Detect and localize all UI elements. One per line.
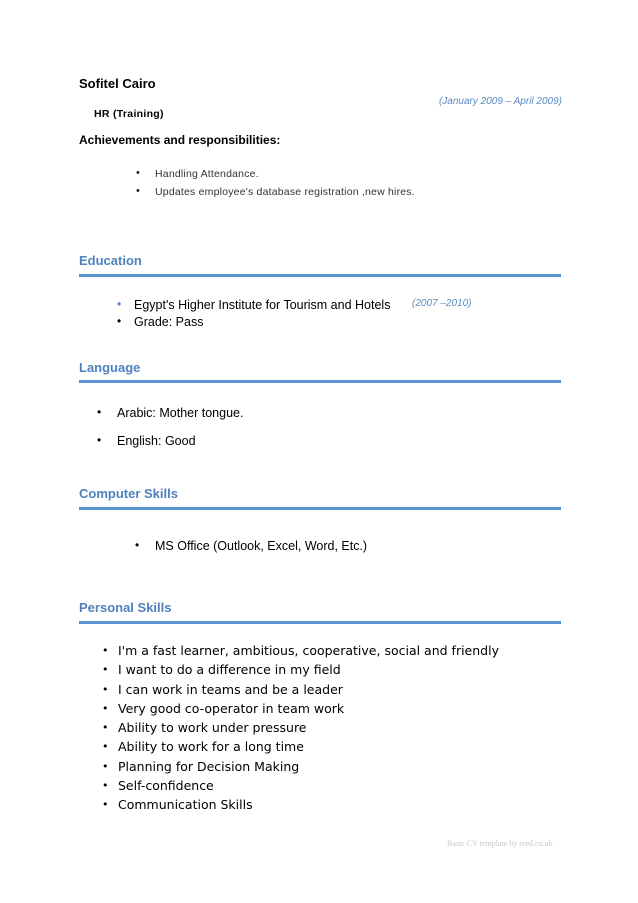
personal-skill-text: I'm a fast learner, ambitious, cooperative, social and friendly [118,643,499,658]
bullet-icon: • [97,433,102,447]
footer-credit: Basic CV template by reed.co.uk [447,839,553,848]
education-grade: Grade: Pass [134,315,204,329]
company-name: Sofitel Cairo [79,76,156,91]
list-item [102,641,499,660]
bullet-icon: • [102,682,109,696]
personal-skill-text: Very good co-operator in team work [118,700,345,716]
achievement-item: Handling Attendance. [155,168,259,180]
job-dates: (January 2009 – April 2009) [438,96,562,107]
bullet-icon: • [102,759,109,773]
bullet-icon: • [117,297,122,311]
bullet-icon: • [117,314,122,328]
section-title-personal-skills: Personal Skills [79,600,172,615]
bullet-icon: • [102,663,109,677]
list-item [102,680,499,699]
personal-skill-text: Planning for Decision Making [118,758,300,774]
language-item: Arabic: Mother tongue. [117,406,244,420]
list-item [102,737,499,756]
section-divider [79,274,561,277]
list-item [102,718,499,737]
bullet-icon: • [102,721,109,735]
personal-skill-text: Ability to work under pressure [118,720,307,736]
job-role: HR (Training) [94,108,164,120]
education-years: (2007 –2010) [412,298,472,309]
section-divider [79,380,561,383]
bullet-icon: • [102,740,109,754]
bullet-icon: • [136,167,140,179]
list-item [102,795,499,814]
personal-skill-text: Ability to work for a long time [118,739,304,755]
section-divider [79,507,561,510]
computer-skill-item: MS Office (Outlook, Excel, Word, Etc.) [155,539,368,553]
personal-skill-text: I can work in teams and be a leader [118,681,343,697]
bullet-icon: • [136,185,140,197]
section-title-language: Language [79,360,141,375]
section-title-education: Education [79,253,142,268]
bullet-icon: • [97,405,102,419]
list-item [102,660,499,679]
bullet-icon: • [102,779,109,793]
section-title-computer-skills: Computer Skills [79,486,178,501]
list-item [102,776,499,795]
section-divider [79,621,561,624]
list-item [102,757,499,776]
bullet-icon: • [102,798,109,812]
personal-skills-list [102,641,499,815]
bullet-icon: • [135,538,140,552]
personal-skill-text: Self-confidence [118,778,214,794]
achievement-item: Updates employee's database registration ,new hires. [155,186,415,198]
personal-skill-text: Communication Skills [118,797,253,813]
language-item: English: Good [117,434,196,448]
achievements-heading: Achievements and responsibilities: [79,133,281,147]
bullet-icon: • [102,701,109,715]
list-item [102,699,499,718]
bullet-icon: • [102,644,109,657]
personal-skill-text: I want to do a difference in my field [118,662,341,678]
education-institution: Egypt's Higher Institute for Tourism and Hotels [134,298,391,312]
